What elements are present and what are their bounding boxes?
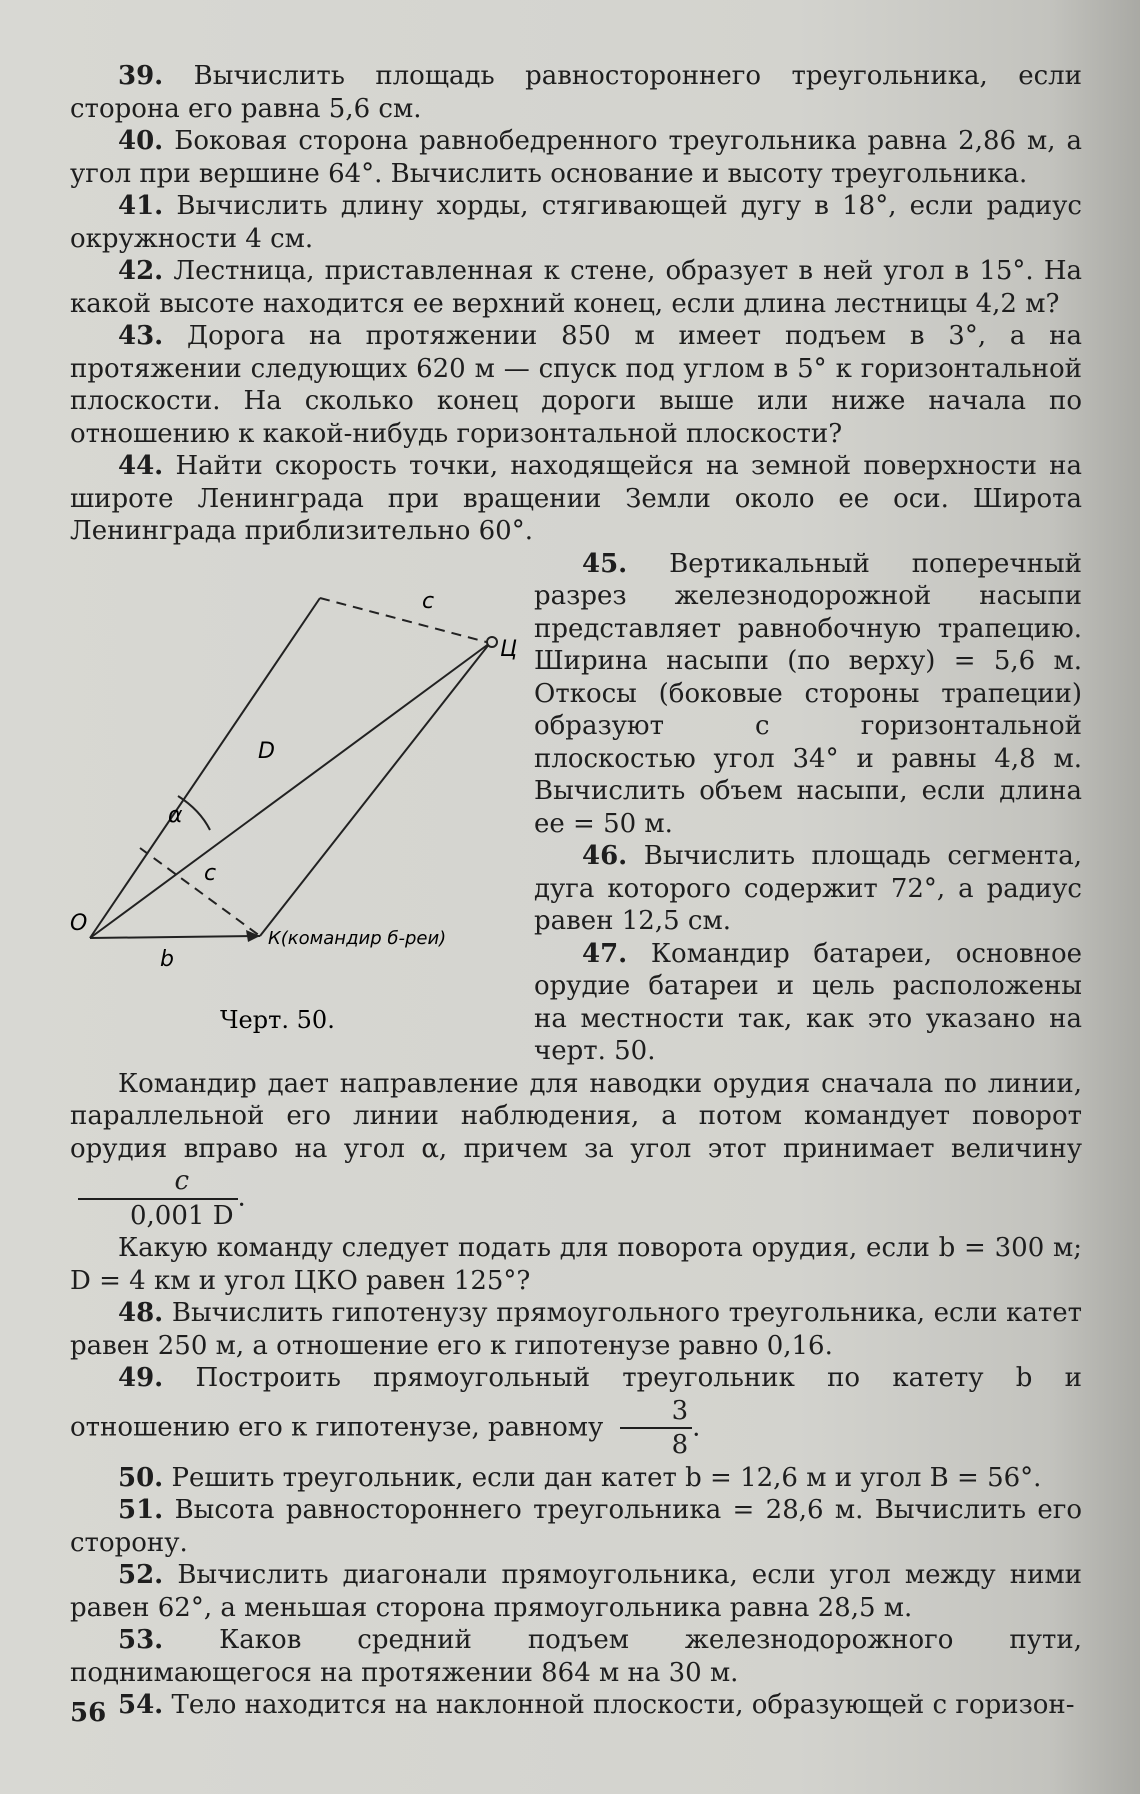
problem-42: 42. Лестница, приставленная к стене, образует в ней угол в 15°. На какой высоте находится ее верхний конец, если длина лестницы 4,2 м? [70,256,1082,319]
problem-39: 39. Вычислить площадь равностороннего треугольника, если сторона его равна 5,6 см. [70,61,1082,124]
problem-51: 51. Высота равностороннего треугольника = 28,6 м. Вычислить его сторону. [70,1495,1082,1558]
page-number: 56 [70,1698,107,1728]
label-O: О [70,910,88,936]
label-b: b [160,946,174,972]
line-c-top [320,598,490,643]
fraction-3-8: $\frac{3}{8}$ [620,1395,693,1462]
problem-47: 47. Командир батареи, основное орудие батареи и цель расположены на местности так, как это указано на черт. 50. [534,938,1082,1066]
problem-41: 41. Вычислить длину хорды, стягивающей дугу в 18°, если радиус окружности 4 см. [70,191,1082,254]
label-K: К(командир б-реи) [268,927,447,949]
label-alpha: α [168,802,183,828]
line-c-mid [140,848,260,936]
problem-54: 54. Тело находится на наклонной плоскости, образующей с горизон- [118,1690,1075,1720]
problem-40: 40. Боковая сторона равнобедренного треугольника равна 2,86 м, а угол при вершине 64°. Вычислить основание и высоту треугольника. [70,126,1082,189]
figure-and-problems-block [70,548,1082,1068]
right-column-text [534,548,1082,1068]
figure-50 [70,548,518,1068]
label-D: D [258,738,275,764]
problem-47-question: Какую команду следует подать для поворота орудия, если b = 300 м; D = 4 км и угол ЦКО равен 125°? [70,1233,1082,1296]
line-D [90,643,490,938]
target-point [487,637,497,647]
problem-53: 53. Каков средний подъем железнодорожного пути, поднимающегося на протяжении 864 м на 30 м. [70,1625,1082,1688]
problem-43: 43. Дорога на протяжении 850 м имеет подъем в 3°, а на протяжении следующих 620 м — спуск под углом в 5° к горизонтальной плоскости. На сколько конец дороги выше или ниже начала по отношению к какой-нибудь горизонтальной плоскости? [70,321,1082,449]
fraction-c-over-D: $\frac{c}{0,001 D}$ [78,1165,238,1232]
problem-49: 49. Построить прямоугольный треугольник по катету b и отношению его к гипотенузе, равному $\frac{3}{8}$ . [70,1363,1082,1460]
problem-52: 52. Вычислить диагонали прямоугольника, если угол между ними равен 62°, а меньшая сторона прямоугольника равна 28,5 м. [70,1560,1082,1623]
figure-caption: Черт. 50. [220,1005,335,1034]
line-b [90,936,260,938]
problem-45: 45. Вертикальный поперечный разрез железнодорожной насыпи представляет равнобочную трапецию. Ширина насыпи (по верху) = 5,6 м. Откосы (боковые стороны трапеции) образуют с горизонтальной плоскостью угол 34° и равны 4,8 м. Вычислить объем насыпи, если длина ее = 50 м. [534,548,1082,839]
problem-47-continued: Командир дает направление для наводки орудия сначала по линии, параллельной его линии наблюдения, а потом командует поворот орудия вправо на угол α, причем за угол этот принимает величину $\frac{c}{0,001 D}$ . [70,1068,1082,1231]
problem-48: 48. Вычислить гипотенузу прямоугольного треугольника, если катет равен 250 м, а отношение его к гипотенузе равно 0,16. [70,1298,1082,1361]
line-left-parallel [90,598,320,938]
label-Ts: Ц [500,636,518,662]
problem-44: 44. Найти скорость точки, находящейся на земной поверхности на широте Ленинграда при вращении Земли около ее оси. Широта Ленинграда приблизительно 60°. [70,451,1082,546]
label-c-mid: c [204,860,217,886]
problem-50: 50. Решить треугольник, если дан катет b = 12,6 м и угол B = 56°. [118,1462,1042,1493]
problem-text-top [70,60,1082,1722]
problem-46: 46. Вычислить площадь сегмента, дуга которого содержит 72°, а радиус равен 12,5 см. [534,841,1082,936]
diagram-svg [70,548,518,1068]
line-right-parallel [260,643,490,936]
label-c-top: c [422,588,435,614]
